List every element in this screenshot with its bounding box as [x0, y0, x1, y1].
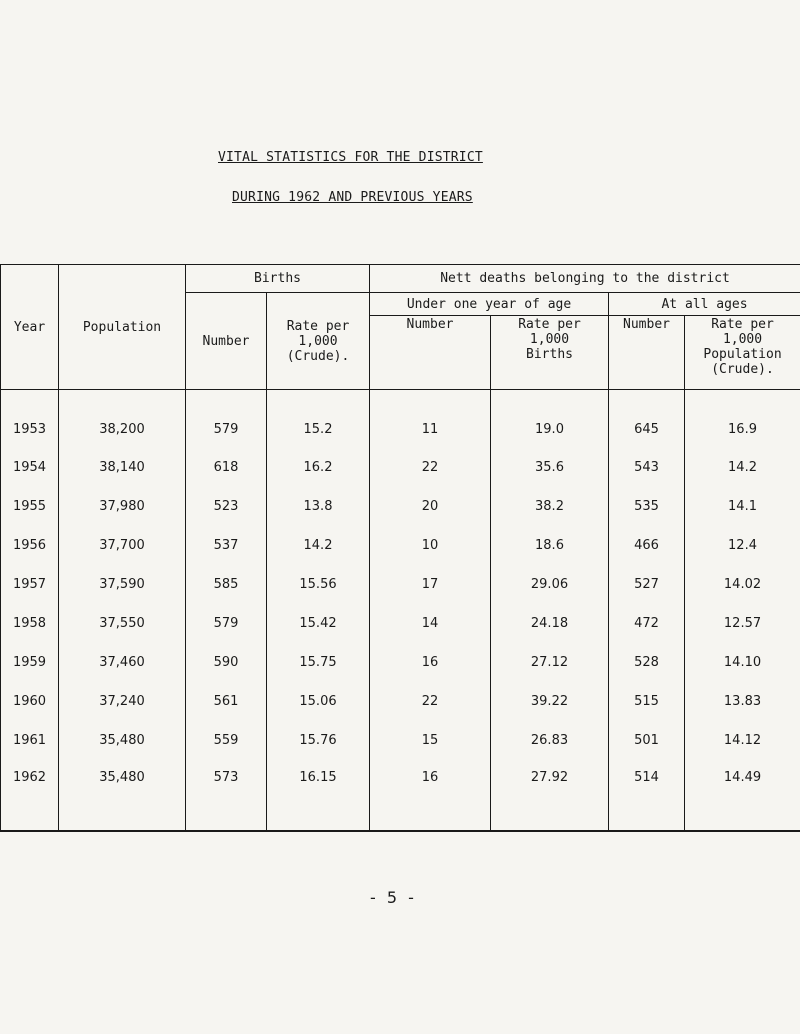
header-infant-rate-line1: Rate per: [518, 317, 581, 332]
cell-births-number: 559: [186, 721, 267, 760]
cell-infant-rate: 27.92: [491, 760, 609, 831]
cell-births-number: 573: [186, 760, 267, 831]
cell-infant-deaths-number: 14: [370, 604, 491, 643]
table-row: [1, 565, 800, 604]
table-row: [1, 760, 800, 831]
cell-deaths-number: 535: [609, 487, 685, 526]
cell-infant-rate: 27.12: [491, 643, 609, 682]
cell-deaths-number: 472: [609, 604, 685, 643]
cell-infant-rate: 38.2: [491, 487, 609, 526]
cell-deaths-rate: 12.57: [685, 604, 800, 643]
cell-infant-rate: 19.0: [491, 390, 609, 449]
cell-deaths-rate: 16.9: [685, 390, 800, 449]
table-row: [1, 682, 800, 721]
cell-births-rate: 15.2: [267, 390, 370, 449]
header-births-rate-line3: (Crude).: [286, 348, 350, 364]
cell-deaths-number: 515: [609, 682, 685, 721]
cell-population: 37,550: [59, 604, 186, 643]
header-infant-number: Number: [370, 316, 491, 390]
cell-births-number: 585: [186, 565, 267, 604]
cell-deaths-number: 645: [609, 390, 685, 449]
page-title: VITAL STATISTICS FOR THE DISTRICT: [218, 150, 483, 165]
cell-births-number: 579: [186, 604, 267, 643]
cell-births-rate: 15.56: [267, 565, 370, 604]
vital-statistics-table-container: [0, 264, 800, 819]
header-infant-rate: [491, 316, 609, 390]
cell-births-number: 537: [186, 526, 267, 565]
cell-deaths-rate: 14.1: [685, 487, 800, 526]
cell-infant-rate: 24.18: [491, 604, 609, 643]
cell-births-number: 579: [186, 390, 267, 449]
cell-births-rate: 13.8: [267, 487, 370, 526]
cell-infant-deaths-number: 22: [370, 682, 491, 721]
header-deaths-rate-line1: Rate per: [711, 317, 774, 332]
cell-year: 1956: [1, 526, 59, 565]
header-births-number: Number: [186, 293, 267, 390]
cell-year: 1960: [1, 682, 59, 721]
cell-year: 1957: [1, 565, 59, 604]
cell-infant-deaths-number: 17: [370, 565, 491, 604]
cell-infant-deaths-number: 16: [370, 760, 491, 831]
cell-deaths-rate: 14.49: [685, 760, 800, 831]
cell-deaths-rate: 12.4: [685, 526, 800, 565]
cell-births-number: 561: [186, 682, 267, 721]
cell-infant-deaths-number: 11: [370, 390, 491, 449]
table-row: [1, 526, 800, 565]
cell-births-rate: 16.2: [267, 448, 370, 487]
page-subtitle: DURING 1962 AND PREVIOUS YEARS: [232, 190, 473, 205]
cell-births-rate: 15.75: [267, 643, 370, 682]
table-row: [1, 643, 800, 682]
cell-infant-deaths-number: 20: [370, 487, 491, 526]
cell-population: 38,140: [59, 448, 186, 487]
cell-population: 37,700: [59, 526, 186, 565]
cell-deaths-number: 527: [609, 565, 685, 604]
cell-year: 1962: [1, 760, 59, 831]
cell-infant-rate: 26.83: [491, 721, 609, 760]
cell-deaths-rate: 13.83: [685, 682, 800, 721]
cell-year: 1954: [1, 448, 59, 487]
cell-deaths-number: 514: [609, 760, 685, 831]
cell-deaths-number: 543: [609, 448, 685, 487]
cell-population: 37,460: [59, 643, 186, 682]
cell-population: 37,240: [59, 682, 186, 721]
table-body: [1, 390, 800, 832]
header-births-rate-line1: Rate per: [286, 318, 350, 334]
cell-infant-rate: 18.6: [491, 526, 609, 565]
cell-population: 37,590: [59, 565, 186, 604]
table-row: [1, 390, 800, 449]
cell-deaths-number: 528: [609, 643, 685, 682]
cell-infant-deaths-number: 16: [370, 643, 491, 682]
cell-population: 38,200: [59, 390, 186, 449]
cell-infant-deaths-number: 15: [370, 721, 491, 760]
cell-births-rate: 16.15: [267, 760, 370, 831]
table-row: [1, 721, 800, 760]
cell-infant-deaths-number: 10: [370, 526, 491, 565]
header-deaths-number: Number: [609, 316, 685, 390]
page-number: - 5 -: [370, 888, 417, 907]
header-under-one: Under one year of age: [370, 293, 609, 316]
header-births-rate: [267, 293, 370, 390]
cell-deaths-rate: 14.12: [685, 721, 800, 760]
cell-infant-rate: 39.22: [491, 682, 609, 721]
header-all-ages: At all ages: [609, 293, 800, 316]
cell-infant-deaths-number: 22: [370, 448, 491, 487]
cell-deaths-number: 501: [609, 721, 685, 760]
header-nett-deaths: Nett deaths belonging to the district: [370, 265, 800, 293]
header-deaths-rate-line4: (Crude).: [711, 362, 774, 377]
cell-births-number: 618: [186, 448, 267, 487]
cell-year: 1953: [1, 390, 59, 449]
table-row: [1, 448, 800, 487]
header-deaths-rate-line3: Population: [703, 347, 782, 362]
cell-births-number: 590: [186, 643, 267, 682]
cell-births-number: 523: [186, 487, 267, 526]
cell-population: 35,480: [59, 760, 186, 831]
cell-year: 1955: [1, 487, 59, 526]
cell-population: 35,480: [59, 721, 186, 760]
cell-deaths-rate: 14.02: [685, 565, 800, 604]
cell-deaths-rate: 14.2: [685, 448, 800, 487]
cell-births-rate: 15.76: [267, 721, 370, 760]
header-infant-rate-line2: 1,000: [529, 332, 570, 347]
header-births-rate-line2: 1,000: [298, 333, 338, 349]
header-deaths-rate: [685, 316, 800, 390]
header-population: Population: [59, 265, 186, 390]
cell-year: 1958: [1, 604, 59, 643]
cell-deaths-rate: 14.10: [685, 643, 800, 682]
cell-infant-rate: 35.6: [491, 448, 609, 487]
header-births: Births: [186, 265, 370, 293]
cell-year: 1959: [1, 643, 59, 682]
header-infant-rate-line3: Births: [526, 347, 573, 362]
header-deaths-rate-line2: 1,000: [722, 332, 763, 347]
cell-births-rate: 14.2: [267, 526, 370, 565]
header-year: Year: [1, 265, 59, 390]
cell-births-rate: 15.06: [267, 682, 370, 721]
cell-year: 1961: [1, 721, 59, 760]
vital-statistics-table: [0, 264, 800, 832]
cell-infant-rate: 29.06: [491, 565, 609, 604]
table-row: [1, 604, 800, 643]
cell-births-rate: 15.42: [267, 604, 370, 643]
cell-deaths-number: 466: [609, 526, 685, 565]
table-row: [1, 487, 800, 526]
cell-population: 37,980: [59, 487, 186, 526]
